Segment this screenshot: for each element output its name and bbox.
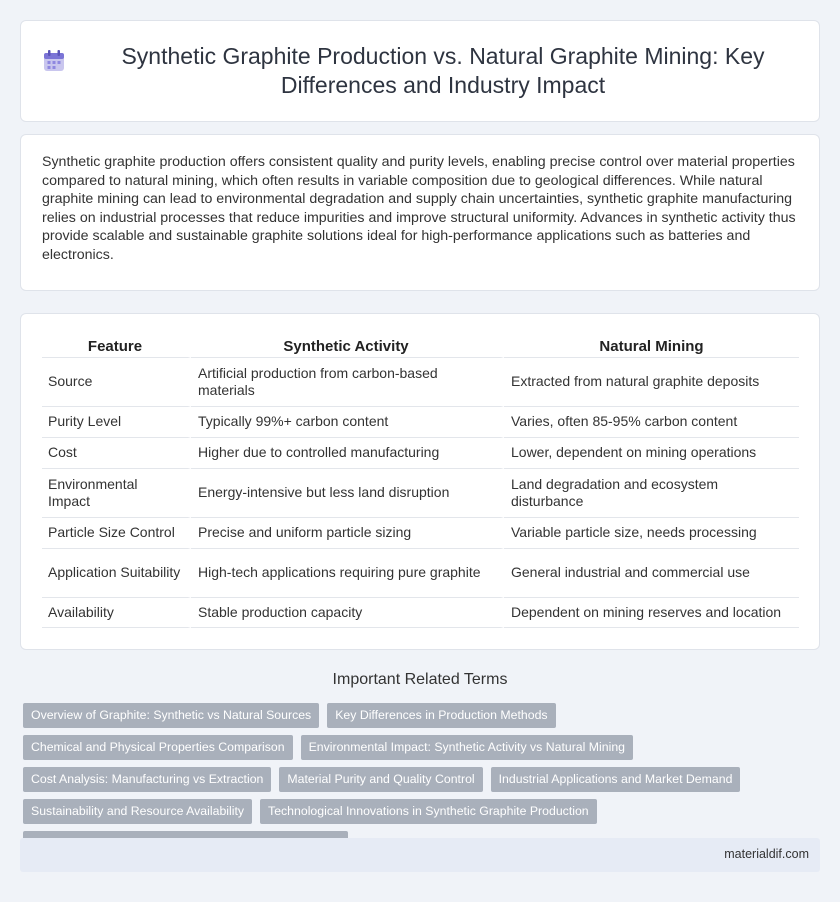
page-title: Synthetic Graphite Production vs. Natural Graphite Mining: Key Differences and Industry Impact [121, 43, 765, 98]
cell-synthetic: Stable production capacity [191, 598, 504, 628]
table-row [42, 598, 799, 628]
table-row [42, 469, 799, 518]
cell-synthetic: Artificial production from carbon-based materials [191, 358, 504, 407]
related-term-tag[interactable]: Chemical and Physical Properties Comparison [23, 735, 293, 760]
calendar-icon [41, 48, 67, 74]
cell-natural: General industrial and commercial use [504, 549, 799, 598]
related-term-tag[interactable]: Material Purity and Quality Control [279, 767, 482, 792]
table-row [42, 438, 799, 469]
header-feature: Feature [42, 334, 191, 358]
cell-synthetic: Precise and uniform particle sizing [191, 518, 504, 549]
cell-synthetic: Energy-intensive but less land disruption [191, 469, 504, 518]
cell-feature: Application Suitability [42, 549, 191, 598]
related-term-tag[interactable]: Key Differences in Production Methods [327, 703, 555, 728]
table-row [42, 549, 799, 598]
related-term-tag[interactable]: Environmental Impact: Synthetic Activity vs Natural Mining [301, 735, 633, 760]
intro-paragraph: Synthetic graphite production offers consistent quality and purity levels, enabling precise control over material properties compared to natural mining, which often results in variable composition due to geological differences. While natural graphite mining can lead to environmental degradation and supply chain uncertainties, synthetic graphite manufacturing relies on industrial processes that reduce impurities and improve structural uniformity. Advances in synthetic activity thus provide scalable and sustainable graphite solutions ideal for high-performance applications such as batteries and electronics. [42, 154, 796, 263]
cell-synthetic: Higher due to controlled manufacturing [191, 438, 504, 469]
header-synthetic: Synthetic Activity [191, 334, 504, 358]
comparison-card [20, 313, 820, 650]
related-term-tag[interactable]: Technological Innovations in Synthetic Graphite Production [260, 799, 597, 824]
cell-natural: Extracted from natural graphite deposits [504, 358, 799, 407]
related-term-tag[interactable]: Sustainability and Resource Availability [23, 799, 252, 824]
cell-natural: Variable particle size, needs processing [504, 518, 799, 549]
cell-natural: Varies, often 85-95% carbon content [504, 407, 799, 438]
cell-feature: Source [42, 358, 191, 407]
cell-synthetic: Typically 99%+ carbon content [191, 407, 504, 438]
cell-feature: Availability [42, 598, 191, 628]
footer [20, 838, 820, 872]
table-row [42, 407, 799, 438]
related-terms-heading: Important Related Terms [332, 671, 508, 688]
table-row [42, 518, 799, 549]
cell-feature: Cost [42, 438, 191, 469]
cell-natural: Land degradation and ecosystem disturbance [504, 469, 799, 518]
table-row [42, 358, 799, 407]
site-name[interactable]: materialdif.com [724, 847, 809, 861]
cell-synthetic: High-tech applications requiring pure graphite [191, 549, 504, 598]
comparison-table [42, 334, 799, 628]
related-term-tag[interactable]: Industrial Applications and Market Demand [491, 767, 741, 792]
title-wrap [21, 42, 819, 100]
cell-natural: Lower, dependent on mining operations [504, 438, 799, 469]
cell-natural: Dependent on mining reserves and location [504, 598, 799, 628]
table-header-row [42, 334, 799, 358]
cell-feature: Purity Level [42, 407, 191, 438]
related-term-tag[interactable]: Cost Analysis: Manufacturing vs Extraction [23, 767, 271, 792]
cell-feature: Environmental Impact [42, 469, 191, 518]
cell-feature: Particle Size Control [42, 518, 191, 549]
title-card [20, 20, 820, 122]
header-natural: Natural Mining [504, 334, 799, 358]
related-term-tag[interactable]: Overview of Graphite: Synthetic vs Natural Sources [23, 703, 319, 728]
intro-card [20, 134, 820, 291]
